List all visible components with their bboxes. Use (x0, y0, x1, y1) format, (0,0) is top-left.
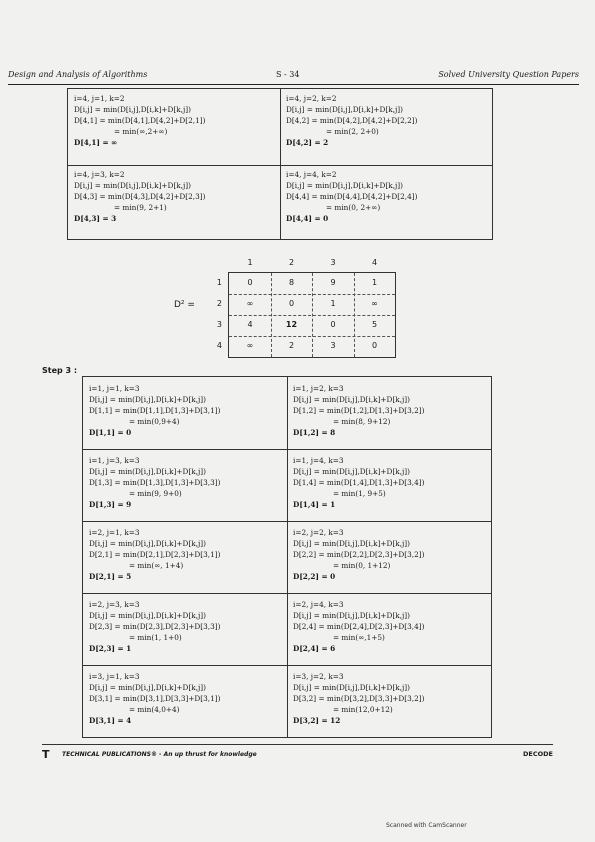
computation-cell (293, 527, 489, 582)
matrix-divider (229, 336, 395, 337)
cell-formula-line: = min(1, 9+5) (333, 489, 386, 498)
cell-formula-line: D[2,4] = min(D[2,4],D[2,3]+D[3,4]) (293, 622, 425, 631)
publisher-logo: T (42, 748, 50, 761)
cell-formula-line: D[2,2] = min(D[2,2],D[2,3]+D[3,2]) (293, 550, 425, 559)
cell-formula-line: D[2,1] = min(D[2,1],D[2,3]+D[3,1]) (89, 550, 221, 559)
cell-formula-line: D[4,1] = min(D[4,1],D[4,2]+D[2,1]) (74, 116, 206, 125)
matrix-cell: 2 (288, 341, 295, 350)
computation-cell (286, 93, 490, 148)
cell-indices: i=4, j=3, k=2 (74, 170, 125, 179)
cell-formula-line: = min(∞,1+5) (333, 633, 385, 642)
cell-indices: i=1, j=4, k=3 (293, 456, 344, 465)
cell-formula-line: = min(1, 1+0) (129, 633, 182, 642)
cell-result: D[4,2] = 2 (286, 138, 329, 147)
cell-formula-line: D[3,2] = min(D[3,2],D[3,3]+D[3,2]) (293, 694, 425, 703)
publisher-name: TECHNICAL PUBLICATIONS® - An up thrust for knowledge (62, 751, 257, 758)
matrix-cell: 9 (330, 278, 336, 287)
running-header (8, 70, 579, 84)
matrix-cell: ∞ (371, 299, 378, 308)
cell-result: D[4,1] = ∞ (74, 138, 118, 147)
cell-result: D[3,2] = 12 (293, 716, 341, 725)
matrix-column-header: 4 (371, 258, 378, 267)
cell-formula-line: = min(9, 9+0) (129, 489, 182, 498)
matrix-cell: 0 (330, 320, 336, 329)
cell-indices: i=4, j=1, k=2 (74, 94, 125, 103)
computation-cell (89, 527, 285, 582)
cell-formula-line: D[1,1] = min(D[1,1],D[1,3]+D[3,1]) (89, 406, 221, 415)
cell-formula-line: D[i,j] = min(D[i,j],D[i,k]+D[k,j]) (89, 467, 206, 476)
cell-indices: i=2, j=1, k=3 (89, 528, 140, 537)
matrix-cell: 5 (371, 320, 378, 329)
cell-indices: i=4, j=2, k=2 (286, 94, 337, 103)
matrix-cell: 0 (247, 278, 253, 287)
cell-result: D[2,3] = 1 (89, 644, 132, 653)
matrix-cell: ∞ (246, 299, 254, 308)
matrix-row-header: 1 (216, 278, 222, 287)
cell-formula-line: = min(8, 9+12) (333, 417, 391, 426)
cell-formula-line: D[i,j] = min(D[i,j],D[i,k]+D[k,j]) (293, 395, 410, 404)
step-label: Step 3 : (42, 366, 78, 375)
distance-matrix-d2 (150, 252, 400, 362)
cell-formula-line: D[i,j] = min(D[i,j],D[i,k]+D[k,j]) (286, 181, 403, 190)
cell-formula-line: D[3,1] = min(D[3,1],D[3,3]+D[3,1]) (89, 694, 221, 703)
computation-cell (74, 169, 278, 224)
matrix-row-header: 4 (216, 341, 222, 350)
matrix-cell: 8 (288, 278, 295, 287)
cell-indices: i=2, j=4, k=3 (293, 600, 344, 609)
cell-formula-line: = min(9, 2+1) (114, 203, 167, 212)
matrix-cell: 0 (371, 341, 378, 350)
cell-result: D[2,4] = 6 (293, 644, 336, 653)
cell-formula-line: = min(12,0+12) (333, 705, 393, 714)
cell-formula-line: D[i,j] = min(D[i,j],D[i,k]+D[k,j]) (89, 539, 206, 548)
cell-indices: i=1, j=1, k=3 (89, 384, 140, 393)
computation-cell (293, 671, 489, 726)
cell-result: D[3,1] = 4 (89, 716, 132, 725)
matrix-table (228, 272, 396, 358)
book-title: Design and Analysis of Algorithms (8, 70, 148, 79)
cell-result: D[2,2] = 0 (293, 572, 336, 581)
grid-divider (83, 521, 491, 522)
grid-divider (83, 593, 491, 594)
grid-divider (83, 449, 491, 450)
cell-indices: i=2, j=3, k=3 (89, 600, 140, 609)
cell-result: D[2,1] = 5 (89, 572, 132, 581)
section-title: Solved University Question Papers (438, 70, 579, 79)
cell-result: D[1,3] = 9 (89, 500, 132, 509)
cell-formula-line: D[4,2] = min(D[4,2],D[4,2]+D[2,2]) (286, 116, 418, 125)
matrix-cell: 0 (288, 299, 295, 308)
matrix-cell: ∞ (246, 341, 254, 350)
computation-cell (286, 169, 490, 224)
cell-formula-line: = min(0, 2+∞) (326, 203, 381, 212)
cell-formula-line: D[i,j] = min(D[i,j],D[i,k]+D[k,j]) (293, 611, 410, 620)
cell-formula-line: = min(∞, 1+4) (129, 561, 184, 570)
cell-indices: i=1, j=2, k=3 (293, 384, 344, 393)
cell-result: D[4,3] = 3 (74, 214, 117, 223)
matrix-divider (229, 315, 395, 316)
cell-formula-line: = min(∞,2+∞) (114, 127, 168, 136)
cell-formula-line: D[i,j] = min(D[i,j],D[i,k]+D[k,j]) (74, 105, 191, 114)
matrix-cell: 1 (371, 278, 378, 287)
grid-divider (280, 89, 281, 239)
computation-cell (89, 671, 285, 726)
matrix-column-header: 3 (330, 258, 336, 267)
computation-cell (89, 599, 285, 654)
scanner-watermark: Scanned with CamScanner (386, 822, 467, 829)
cell-indices: i=3, j=1, k=3 (89, 672, 140, 681)
cell-formula-line: D[i,j] = min(D[i,j],D[i,k]+D[k,j]) (74, 181, 191, 190)
cell-formula-line: D[i,j] = min(D[i,j],D[i,k]+D[k,j]) (293, 467, 410, 476)
matrix-cell: 12 (285, 320, 298, 329)
page-number: S - 34 (276, 70, 300, 79)
decode-brand: DECODE (523, 750, 553, 758)
cell-formula-line: = min(0, 1+12) (333, 561, 391, 570)
matrix-cell: 3 (330, 341, 336, 350)
cell-formula-line: D[1,4] = min(D[1,4],D[1,3]+D[3,4]) (293, 478, 425, 487)
matrix-column-header: 2 (288, 258, 295, 267)
cell-formula-line: D[i,j] = min(D[i,j],D[i,k]+D[k,j]) (293, 683, 410, 692)
cell-formula-line: D[2,3] = min(D[2,3],D[2,3]+D[3,3]) (89, 622, 221, 631)
header-rule (8, 84, 579, 85)
cell-formula-line: D[i,j] = min(D[i,j],D[i,k]+D[k,j]) (89, 611, 206, 620)
grid-divider (83, 665, 491, 666)
computation-cell (293, 455, 489, 510)
matrix-row-header: 3 (216, 320, 222, 329)
step2-continued-grid (67, 88, 493, 240)
grid-divider (68, 165, 492, 166)
cell-indices: i=3, j=2, k=3 (293, 672, 344, 681)
cell-formula-line: D[i,j] = min(D[i,j],D[i,k]+D[k,j]) (89, 683, 206, 692)
footer-rule (42, 744, 553, 745)
grid-divider (287, 377, 288, 737)
cell-result: D[4,4] = 0 (286, 214, 329, 223)
cell-formula-line: = min(4,0+4) (129, 705, 180, 714)
matrix-cell: 4 (247, 320, 253, 329)
cell-result: D[1,1] = 0 (89, 428, 132, 437)
cell-formula-line: D[1,3] = min(D[1,3],D[1,3]+D[3,3]) (89, 478, 221, 487)
cell-formula-line: D[i,j] = min(D[i,j],D[i,k]+D[k,j]) (89, 395, 206, 404)
computation-cell (293, 599, 489, 654)
cell-formula-line: D[i,j] = min(D[i,j],D[i,k]+D[k,j]) (286, 105, 403, 114)
computation-cell (89, 455, 285, 510)
step3-grid (82, 376, 492, 738)
cell-formula-line: D[1,2] = min(D[1,2],D[1,3]+D[3,2]) (293, 406, 425, 415)
cell-formula-line: D[4,3] = min(D[4,3],D[4,2]+D[2,3]) (74, 192, 206, 201)
cell-result: D[1,4] = 1 (293, 500, 336, 509)
computation-cell (89, 383, 285, 438)
matrix-row-header: 2 (216, 299, 222, 308)
cell-indices: i=4, j=4, k=2 (286, 170, 337, 179)
cell-formula-line: = min(2, 2+0) (326, 127, 379, 136)
computation-cell (74, 93, 278, 148)
cell-indices: i=1, j=3, k=3 (89, 456, 140, 465)
computation-cell (293, 383, 489, 438)
page-footer (42, 748, 553, 764)
cell-formula-line: = min(0,9+4) (129, 417, 180, 426)
matrix-cell: 1 (330, 299, 336, 308)
cell-indices: i=2, j=2, k=3 (293, 528, 344, 537)
cell-result: D[1,2] = 8 (293, 428, 336, 437)
matrix-label: D² = (174, 300, 195, 310)
matrix-column-header: 1 (247, 258, 253, 267)
cell-formula-line: D[4,4] = min(D[4,4],D[4,2]+D[2,4]) (286, 192, 418, 201)
cell-formula-line: D[i,j] = min(D[i,j],D[i,k]+D[k,j]) (293, 539, 410, 548)
